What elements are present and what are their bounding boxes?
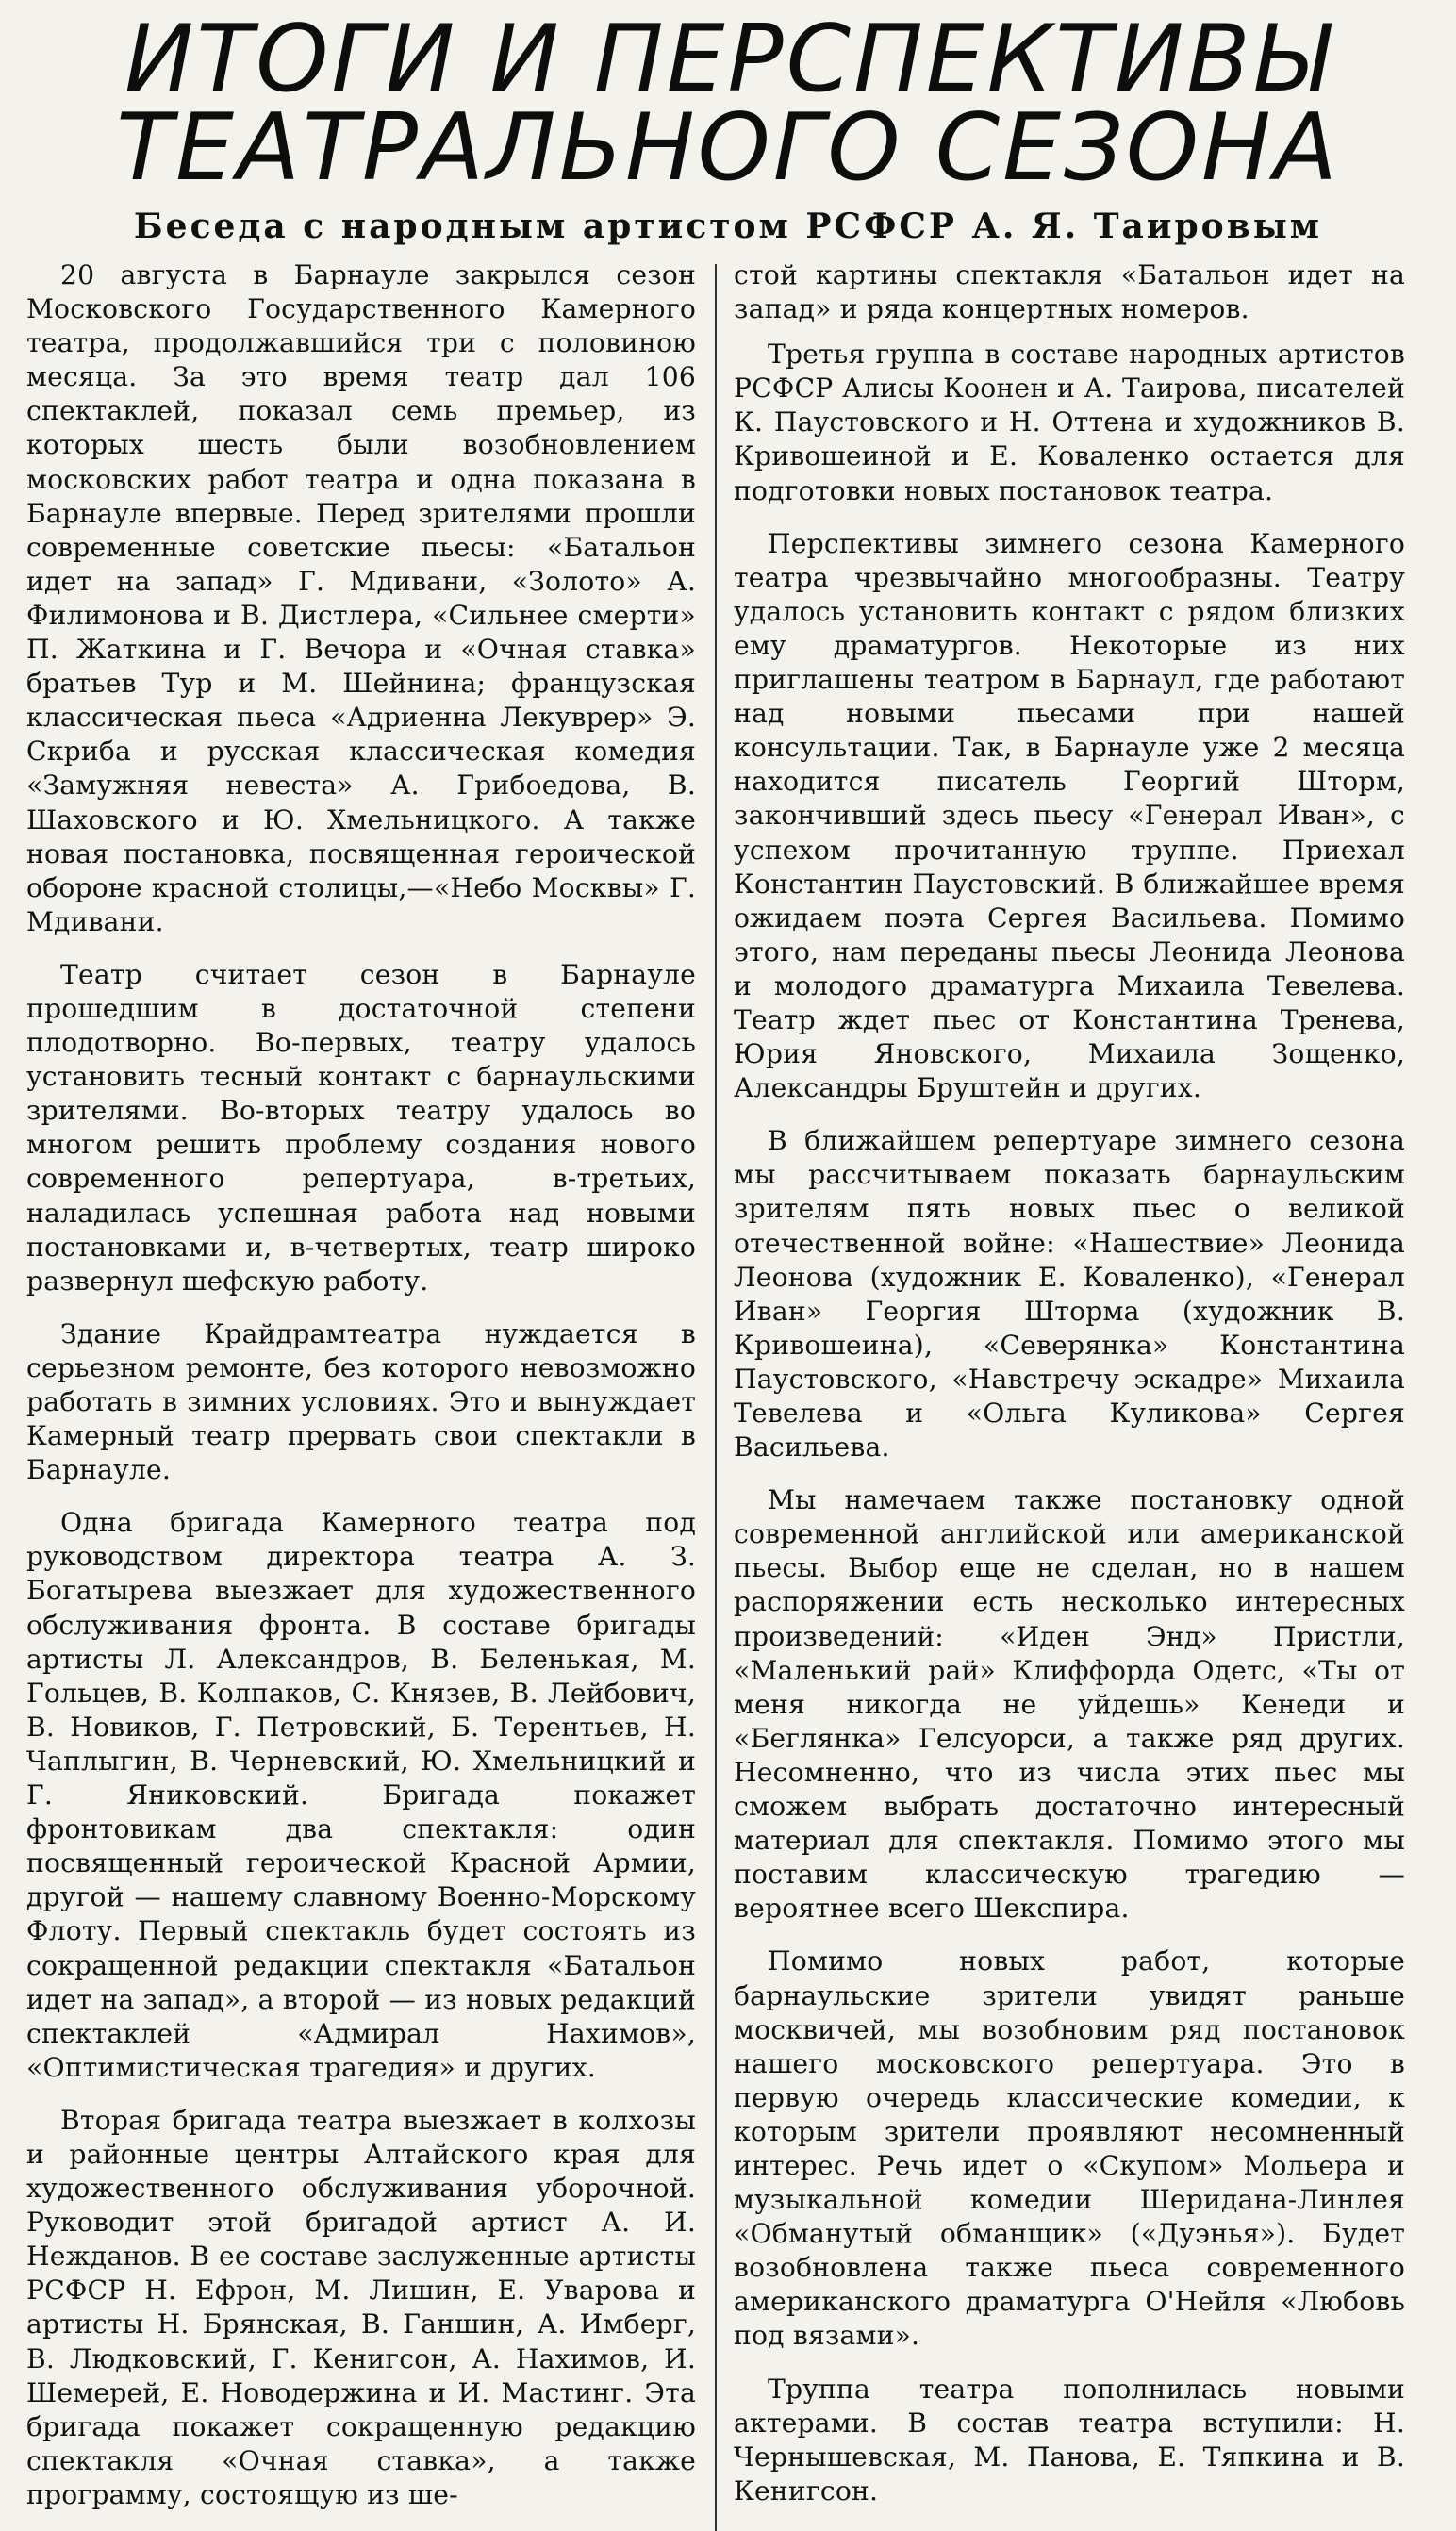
article-columns	[26, 258, 1430, 2531]
subtitle: Беседа с народным артистом РСФСР А. Я. Таировым	[133, 207, 1323, 246]
paragraph: Театр считает сезон в Барнауле прошедшим в достаточной степени плодотворно. Во-первых, театру удалось установить тесный контакт с барнаульскими зрителями. Во-вторых театру удалось во многом решить проблему создания нового современного репертуара, в-третьих, наладилась успешная работа над новыми постановками и, в-четвертых, театр широко развернул шефскую работу.	[26, 958, 696, 1297]
headline	[26, 6, 1430, 202]
paragraph: Вторая бригада театра выезжает в колхозы и районные центры Алтайского края для художественного обслуживания уборочной. Руководит этой бригадой артист А. И. Нежданов. В ее составе заслуженные артисты РСФСР Н. Ефрон, М. Лишин, Е. Уварова и артисты Н. Брянская, В. Ганшин, А. Имберг, В. Людковский, Г. Кенигсон, А. Нахимов, И. Шемерей, Е. Новодержина и И. Мастинг. Эта бригада покажет сокращенную редакцию спектакля «Очная ставка», а также программу, состоящую из ше-	[26, 2104, 696, 2510]
paragraph: Одна бригада Камерного театра под руководством директора театра А. З. Богатырева выезжает для художественного обслуживания фронта. В составе бригады артисты Л. Александров, В. Беленькая, М. Гольцев, В. Колпаков, С. Князев, В. Лейбович, В. Новиков, Г. Петровский, Б. Терентьев, Н. Чаплыгин, В. Черневский, Ю. Хмельницкий и Г. Яниковский. Бригада покажет фронтовикам два спектакля: один посвященный героической Красной Армии, другой — нашему славному Военно-Морскому Флоту. Первый спектакль будет состоять из сокращенной редакции спектакля «Батальон идет на запад», а второй — из новых редакций спектаклей «Адмирал Нахимов», «Оптимистическая трагедия» и других.	[26, 1507, 696, 2083]
headline-line-2: ТЕАТРАЛЬНОГО СЕЗОНА	[116, 94, 1340, 202]
headline-line-1: ИТОГИ И ПЕРСПЕКТИВЫ	[124, 6, 1332, 113]
paragraph: Мы намечаем также постановку одной современной английской или американской пьесы. Выбор еще не сделан, но в нашем распоряжении есть несколько интересных произведений: «Иден Энд» Пристли, «Маленький рай» Клиффорда Одетс, «Ты от меня никогда не уйдешь» Кенеди и «Беглянка» Гелсуорси, а также ряд других. Несомненно, что из числа этих пьес мы сможем выбрать достаточно интересный материал для спектакля. Помимо этого мы поставим классическую трагедию — вероятнее всего Шекспира.	[734, 1484, 1405, 1925]
paragraph: Третья группа в составе народных артистов РСФСР Алисы Коонен и А. Таирова, писателей К. Паустовского и Н. Оттена и художников В. Кривошеиной и Е. Коваленко остается для подготовки новых постановок театра.	[734, 339, 1405, 506]
paragraph: 20 августа в Барнауле закрылся сезон Московского Государственного Камерного театра, продолжавшийся три с половиною месяца. За это время театр дал 106 спектаклей, показал семь премьер, из которых шесть были возобновлением московских работ театра и одна показана в Барнауле впервые. Перед зрителями прошли современные советские пьесы: «Батальон идет на запад» Г. Мдивани, «Золото» А. Филимонова и В. Дистлера, «Сильнее смерти» П. Жаткина и Г. Вечора и «Очная ставка» братьев Тур и М. Шейнина; французская классическая пьеса «Адриенна Лекуврер» Э. Скриба и русская классическая комедия «Замужняя невеста» А. Грибоедова, В. Шаховского и Ю. Хмельницкого. А также новая постановка, посвященная героической обороне красной столицы,—«Небо Москвы» Г. Мдивани.	[26, 259, 696, 937]
paragraph: В ближайшем репертуаре зимнего сезона мы рассчитываем показать барнаульским зрителям пять новых пьес о великой отечественной войне: «Нашествие» Леонида Леонова (художник Е. Коваленко), «Генерал Иван» Георгия Шторма (художник В. Кривошеина), «Северянка» Константина Паустовского, «Навстречу эскадре» Михаила Тевелева и «Ольга Куликова» Сергея Васильева.	[734, 1125, 1405, 1464]
paragraph: Перспективы зимнего сезона Камерного театра чрезвычайно многообразны. Театру удалось установить контакт с рядом близких ему драматургов. Некоторые из них приглашены театром в Барнаул, где работают над новыми пьесами при нашей консультации. Так, в Барнауле уже 2 месяца находится писатель Георгий Шторм, закончивший здесь пьесу «Генерал Иван», с успехом прочитанную труппе. Приехал Константин Паустовский. В ближайшее время ожидаем поэта Сергея Васильева. Помимо этого, нам переданы пьесы Леонида Леонова и молодого драматурга Михаила Тевелева. Театр ждет пьес от Константина Тренева, Юрия Яновского, Михаила Зощенко, Александры Бруштейн и других.	[734, 527, 1405, 1104]
paragraph-continued: стой картины спектакля «Батальон идет на запад» и ряда концертных номеров.	[734, 259, 1405, 325]
paragraph: Здание Крайдрамтеатра нуждается в серьезном ремонте, без которого невозможно работать в зимних условиях. Это и вынуждает Камерный театр прервать свои спектакли в Барнауле.	[26, 1317, 696, 1486]
right-column	[717, 258, 1405, 2531]
left-column	[26, 258, 715, 2531]
paragraph: Труппа театра пополнилась новыми актерами. В состав театра вступили: Н. Чернышевская, М. Панова, Е. Тяпкина и В. Кенигсон.	[734, 2373, 1405, 2506]
paragraph: Помимо новых работ, которые барнаульские зрители увидят раньше москвичей, мы возобновим ряд постановок нашего московского репертуара. Это в первую очередь классические комедии, к которым зрители проявляют несомненный интерес. Речь идет о «Скупом» Мольера и музыкальной комедии Шеридана-Линлея «Обманутый обманщик» («Дуэнья»). Будет возобновлена также пьеса современного американского драматурга О'Нейля «Любовь под вязами».	[734, 1945, 1405, 2352]
